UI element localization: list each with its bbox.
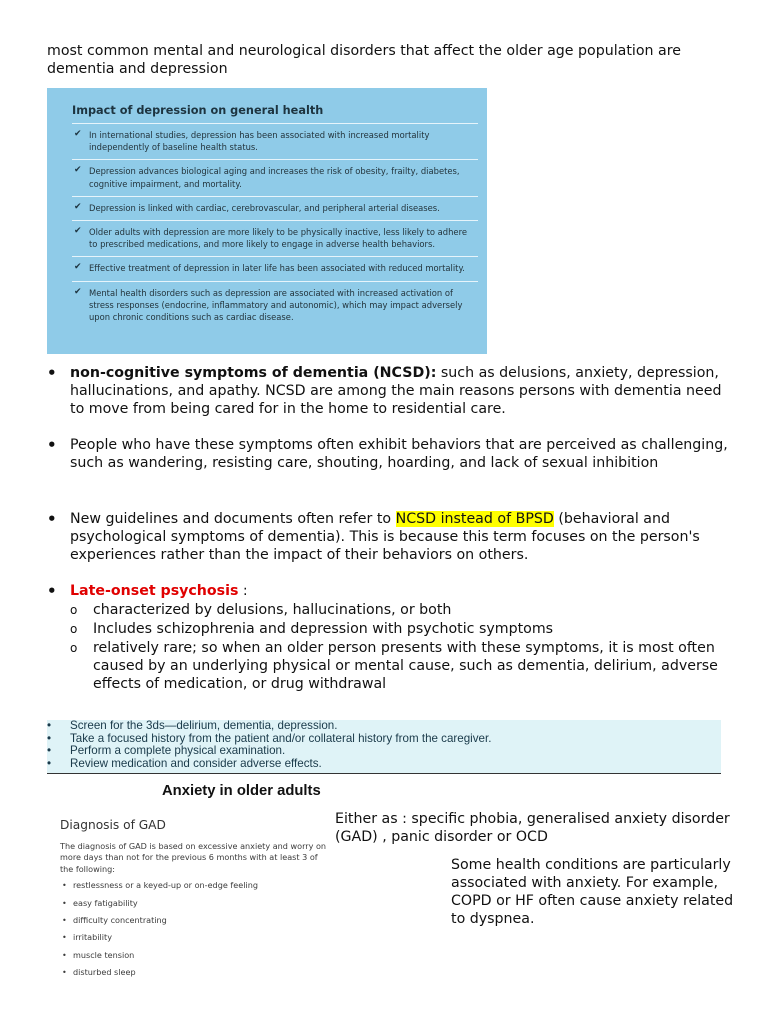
psychosis-sub-item [47, 601, 737, 619]
bullet-icon: • [62, 932, 67, 943]
impact-item-text: In international studies, depression has been associated with increased mortality independently of baseline health status. [89, 130, 430, 153]
behaviors-bullet [47, 436, 737, 472]
impact-item-text: Effective treatment of depression in later life has been associated with reduced mortality. [89, 263, 465, 274]
impact-item-text: Mental health disorders such as depression are associated with increased activation of stress responses (endocrine, inflammatory and autonomic), which may impact adversely upon chronic conditions such as cardiac disease. [89, 287, 463, 323]
check-icon: ✔ [74, 165, 82, 176]
circle-bullet-icon: o [70, 622, 78, 636]
gad-symptom-text: easy fatigability [73, 897, 138, 908]
gad-symptom-text: irritability [73, 932, 112, 943]
bullet-icon: • [62, 967, 67, 978]
bullet-icon: • [62, 880, 67, 891]
psychosis-title: Late-onset psychosis [70, 583, 239, 599]
gad-symptom-text: muscle tension [73, 949, 135, 960]
step-text: Screen for the 3ds—delirium, dementia, depression. [70, 719, 338, 732]
anxiety-heading: Anxiety in older adults [162, 783, 321, 799]
impact-item-text: Depression advances biological aging and increases the risk of obesity, frailty, diabetes, cognitive impairment, and mortality. [89, 166, 460, 189]
bullet-icon: • [47, 744, 52, 758]
intro-text: most common mental and neurological disorders that affect the older age population are dementia and depression [47, 43, 681, 77]
gad-symptom-text: restlessness or a keyed-up or on-edge feeling [73, 880, 258, 891]
step-text: Perform a complete physical examination. [70, 744, 286, 758]
check-icon: ✔ [74, 201, 82, 212]
impact-item [72, 159, 478, 195]
gad-symptom-text: difficulty concentrating [73, 915, 167, 925]
impact-item [72, 256, 478, 280]
impact-box-title: Impact of depression on general health [72, 104, 324, 117]
impact-item-text: Older adults with depression are more likely to be physically inactive, less likely to adhere to prescribed medications, and more likely to engage in adverse health behaviors. [89, 227, 467, 250]
psychosis-colon: : [238, 583, 248, 599]
check-icon: ✔ [74, 129, 82, 139]
guidelines-text-pre: New guidelines and documents often refer to [70, 511, 396, 527]
impact-item-text: Depression is linked with cardiac, cerebrovascular, and peripheral arterial diseases. [89, 202, 440, 213]
assessment-steps-box [47, 720, 721, 774]
gad-symptom-item [60, 932, 332, 949]
impact-item [72, 123, 478, 159]
ncsd-title: non-cognitive symptoms of dementia (NCSD): [70, 365, 437, 381]
psychosis-sub-text: characterized by delusions, hallucinations, or both [93, 602, 452, 618]
gad-symptom-item [60, 898, 332, 915]
impact-list [72, 123, 478, 329]
bullet-icon: • [47, 731, 52, 745]
step-text: Take a focused history from the patient and/or collateral history from the caregiver. [70, 731, 492, 745]
check-icon: ✔ [74, 262, 82, 273]
assessment-steps-list [47, 720, 721, 771]
gad-diagnosis-panel [60, 818, 332, 998]
gad-symptom-item [60, 915, 332, 932]
gad-symptom-item [60, 880, 332, 897]
check-icon: ✔ [74, 226, 82, 237]
ncsd-bullet [47, 364, 737, 418]
gad-criteria-text: The diagnosis of GAD is based on excessive anxiety and worry on more days than not for the previous 6 months with at least 3 of the following: [60, 841, 327, 874]
circle-bullet-icon: o [70, 603, 78, 617]
gad-symptom-item [60, 967, 332, 984]
bullet-icon: • [47, 364, 57, 382]
step-item [47, 758, 721, 771]
anxiety-types-text: Either as : specific phobia, generalised anxiety disorder (GAD) , panic disorder or OCD [335, 811, 730, 845]
psychosis-sub-list [47, 601, 737, 693]
guidelines-bullet [47, 510, 737, 564]
check-icon: ✔ [74, 286, 82, 297]
bullet-icon: • [47, 757, 52, 771]
step-text: Review medication and consider adverse effects. [70, 757, 322, 771]
gad-symptom-list [60, 880, 332, 984]
psychosis-sub-item [47, 620, 737, 638]
guidelines-text-post: (behavioral and psychological symptoms of dementia). This is because this term focuses on the person's experiences rather than the impact of their behaviors on others. [70, 511, 700, 563]
bullet-icon: • [62, 915, 67, 925]
psychosis-sub-container [47, 601, 737, 693]
psychosis-bullet [47, 582, 737, 600]
psychosis-sub-text: relatively rare; so when an older person presents with these symptoms, it is most often caused by an underlying physical or mental cause, such as dementia, delirium, adverse effects of medication, or drug withdrawal [93, 640, 718, 692]
bullet-icon: • [47, 436, 57, 454]
impact-item [72, 196, 478, 220]
bullet-icon: • [47, 510, 57, 528]
bullet-icon: • [47, 719, 52, 732]
guidelines-highlight: NCSD instead of BPSD [395, 511, 554, 527]
circle-bullet-icon: o [70, 641, 78, 655]
bullet-icon: • [62, 949, 67, 960]
psychosis-sub-text: Includes schizophrenia and depression with psychotic symptoms [93, 621, 554, 637]
depression-impact-box [47, 88, 487, 354]
bullet-icon: • [62, 897, 67, 908]
gad-title: Diagnosis of GAD [60, 818, 166, 832]
impact-item [72, 220, 478, 256]
behaviors-text: People who have these symptoms often exhibit behaviors that are perceived as challenging, such as wandering, resisting care, shouting, hoarding, and lack of sexual inhibition [70, 437, 728, 471]
health-conditions-text: Some health conditions are particularly associated with anxiety. For example, COPD or HF often cause anxiety related to dyspnea. [451, 857, 734, 927]
psychosis-sub-item [47, 639, 737, 693]
impact-item [72, 281, 478, 330]
main-bullet-list [47, 364, 737, 694]
ncsd-text: such as delusions, anxiety, depression, hallucinations, and apathy. NCSD are among the main reasons persons with dementia need to move from being cared for in the home to residential care. [70, 365, 722, 417]
gad-symptom-text: disturbed sleep [73, 967, 136, 978]
gad-symptom-item [60, 950, 332, 967]
bullet-icon: • [47, 582, 57, 600]
